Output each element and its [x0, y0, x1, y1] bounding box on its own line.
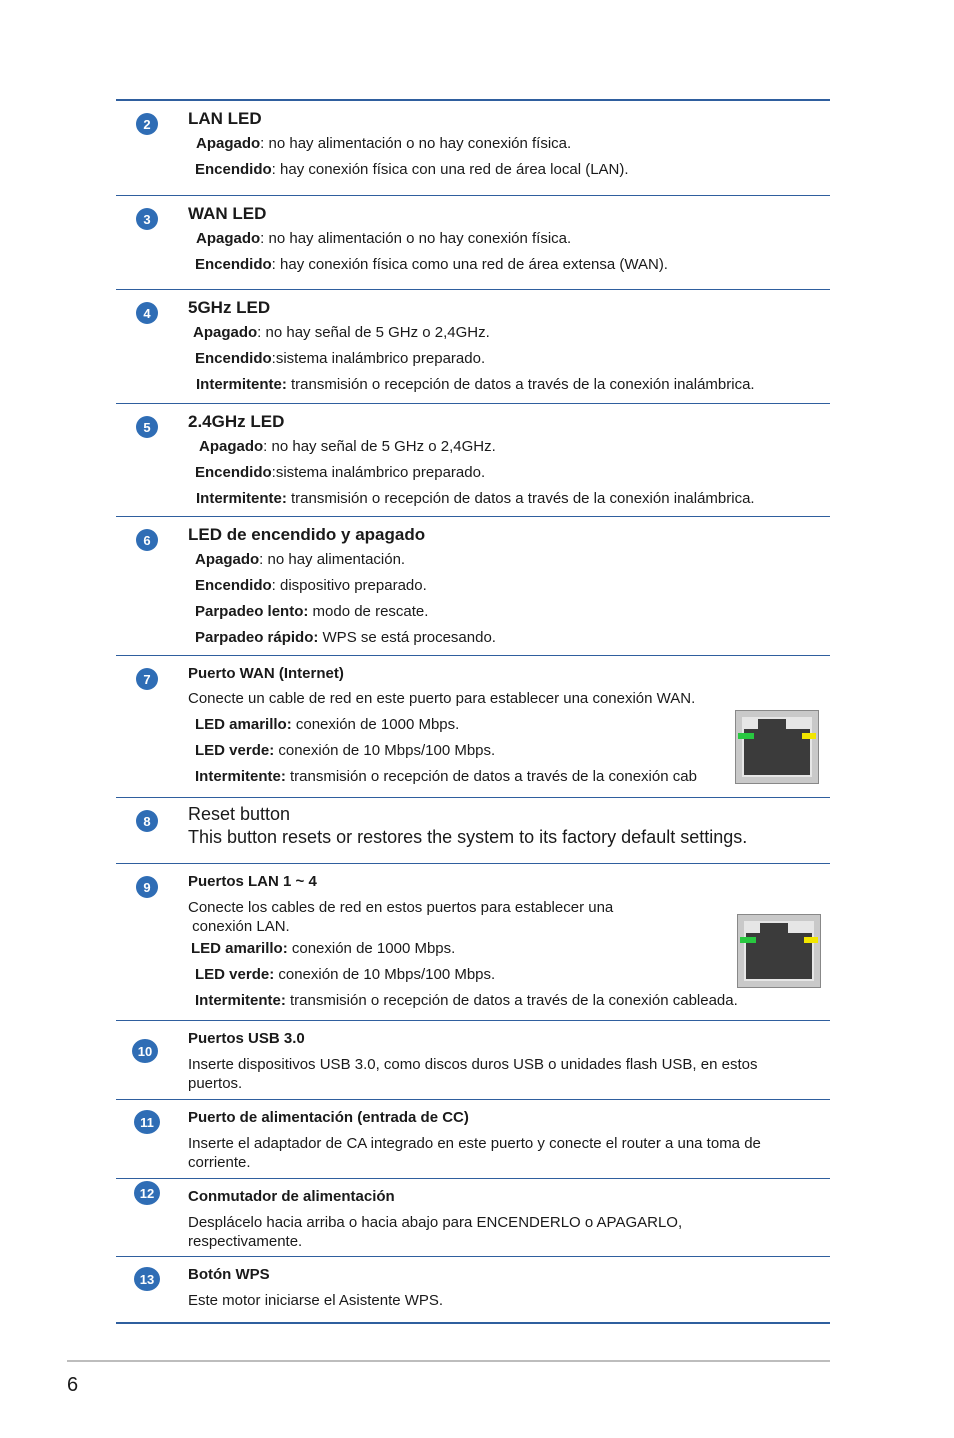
item-number-badge: 12 — [134, 1181, 160, 1205]
line-text: : hay conexión física con una red de área local (LAN). — [271, 161, 629, 178]
line-label: LED amarillo: — [191, 940, 288, 957]
line-label: Encendido — [195, 350, 272, 367]
line-label: Encendido — [195, 256, 272, 273]
line-text: transmisión o recepción de datos a través de la conexión cableada. — [285, 992, 738, 1009]
line-text: : no hay señal de 5 GHz o 2,4GHz. — [263, 438, 496, 455]
row-description-cont: corriente. — [188, 1154, 251, 1171]
row-description: Este motor iniciarse el Asistente WPS. — [188, 1292, 444, 1309]
page-number: 6 — [67, 1374, 79, 1396]
item-number-badge: 10 — [132, 1039, 158, 1063]
table-row — [116, 1179, 830, 1257]
table-row — [116, 101, 830, 196]
row-title: LAN LED — [188, 109, 262, 128]
line-text: : hay conexión física como una red de área extensa (WAN). — [271, 256, 668, 273]
line-label: LED verde: — [195, 966, 275, 983]
row-description: Inserte el adaptador de CA integrado en este puerto y conecte el router a una toma de — [188, 1135, 761, 1152]
row-description-cont: puertos. — [188, 1075, 243, 1092]
line-text: conexión de 1000 Mbps. — [287, 940, 456, 957]
item-number-badge: 9 — [136, 876, 158, 898]
line-text: :sistema inalámbrico preparado. — [271, 350, 486, 367]
table-row — [116, 517, 830, 656]
row-title: Reset button — [188, 804, 291, 824]
item-number-badge: 11 — [134, 1110, 160, 1134]
line-label: Intermitente: — [195, 992, 286, 1009]
item-number-badge: 8 — [136, 810, 158, 832]
row-description: Inserte dispositivos USB 3.0, como discos duros USB o unidades flash USB, en estos — [188, 1056, 758, 1073]
line-text: : no hay alimentación. — [259, 551, 406, 568]
item-number-badge: 13 — [134, 1267, 160, 1291]
item-number-badge: 4 — [136, 302, 158, 324]
item-number-badge: 6 — [136, 529, 158, 551]
table-row — [116, 1257, 830, 1324]
row-description: Conecte los cables de red en estos puertos para establecer una — [188, 899, 614, 916]
item-number-badge: 5 — [136, 416, 158, 438]
row-description: Conecte un cable de red en este puerto para establecer una conexión WAN. — [188, 690, 696, 707]
table-row — [116, 656, 830, 798]
port-led-table — [116, 99, 830, 1324]
line-label: Apagado — [196, 230, 261, 247]
item-number-badge: 7 — [136, 668, 158, 690]
table-row — [116, 404, 830, 517]
line-text: modo de rescate. — [308, 603, 429, 620]
row-title: Botón WPS — [188, 1266, 270, 1283]
row-title: 2.4GHz LED — [188, 412, 285, 431]
line-label: Encendido — [195, 464, 272, 481]
line-text: transmisión o recepción de datos a través de la conexión inalámbrica. — [286, 376, 755, 393]
line-label: Intermitente: — [195, 768, 286, 785]
line-text: transmisión o recepción de datos a través de la conexión cab — [285, 768, 697, 785]
row-description-cont: conexión LAN. — [188, 918, 290, 935]
row-title: Puerto WAN (Internet) — [188, 665, 344, 682]
footer-divider — [67, 1360, 830, 1362]
line-text: : no hay alimentación o no hay conexión física. — [260, 135, 572, 152]
line-label: Parpadeo lento: — [195, 603, 309, 620]
table-row — [116, 1021, 830, 1100]
row-title: Puertos LAN 1 ~ 4 — [188, 873, 317, 890]
item-number-badge: 3 — [136, 208, 158, 230]
ethernet-port-image — [735, 710, 819, 784]
line-label: LED amarillo: — [195, 716, 292, 733]
line-label: Parpadeo rápido: — [195, 629, 319, 646]
table-row — [116, 1100, 830, 1179]
line-text: : no hay señal de 5 GHz o 2,4GHz. — [257, 324, 490, 341]
row-title: WAN LED — [188, 204, 267, 223]
table-row — [116, 864, 830, 1021]
line-text: conexión de 1000 Mbps. — [291, 716, 460, 733]
line-label: Encendido — [195, 577, 272, 594]
table-row — [116, 798, 830, 864]
row-title: Puerto de alimentación (entrada de CC) — [188, 1109, 469, 1126]
line-label: LED verde: — [195, 742, 275, 759]
line-text: transmisión o recepción de datos a través de la conexión inalámbrica. — [286, 490, 755, 507]
line-text: conexión de 10 Mbps/100 Mbps. — [274, 966, 496, 983]
item-number-badge: 2 — [136, 113, 158, 135]
ethernet-port-image — [737, 914, 821, 988]
row-title: Puertos USB 3.0 — [188, 1030, 305, 1047]
line-label: Apagado — [199, 438, 264, 455]
line-text: conexión de 10 Mbps/100 Mbps. — [274, 742, 496, 759]
line-label: Intermitente: — [196, 490, 287, 507]
line-text: : dispositivo preparado. — [271, 577, 427, 594]
row-description: Desplácelo hacia arriba o hacia abajo para ENCENDERLO o APAGARLO, — [188, 1214, 683, 1231]
line-label: Apagado — [193, 324, 258, 341]
line-text: WPS se está procesando. — [318, 629, 496, 646]
line-text: : no hay alimentación o no hay conexión física. — [260, 230, 572, 247]
line-text: :sistema inalámbrico preparado. — [271, 464, 486, 481]
row-title: 5GHz LED — [188, 298, 271, 317]
row-title: Conmutador de alimentación — [188, 1188, 395, 1205]
row-description-cont: respectivamente. — [188, 1233, 303, 1250]
table-row — [116, 290, 830, 404]
line-label: Encendido — [195, 161, 272, 178]
line-label: Intermitente: — [196, 376, 287, 393]
row-title: LED de encendido y apagado — [188, 525, 426, 544]
row-description: This button resets or restores the system to its factory default settings. — [188, 827, 748, 847]
table-row — [116, 196, 830, 290]
line-label: Apagado — [196, 135, 261, 152]
line-label: Apagado — [195, 551, 260, 568]
